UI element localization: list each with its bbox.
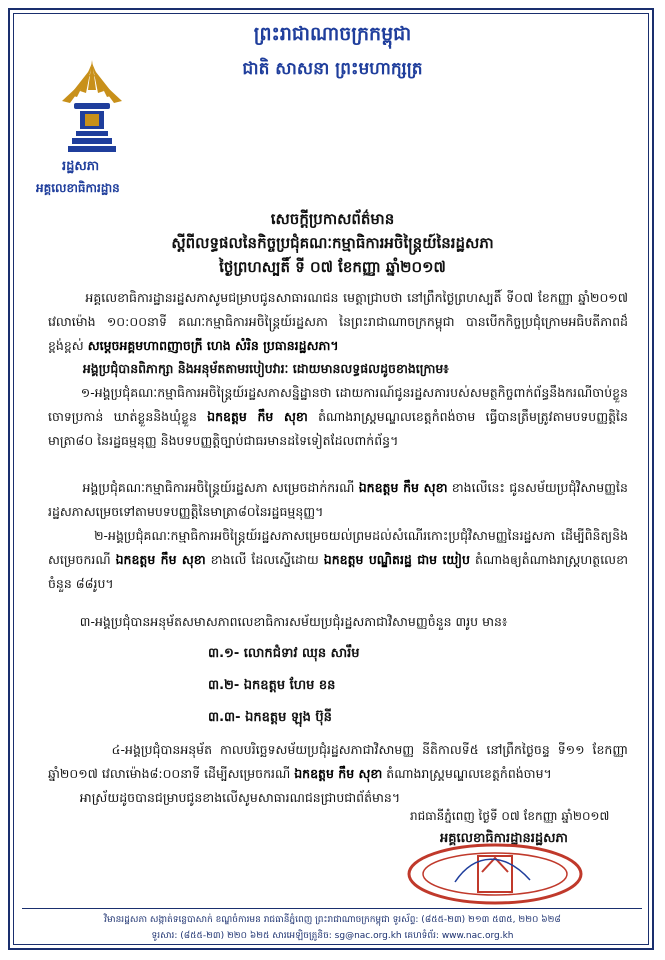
agenda-heading (48, 357, 628, 381)
item-2-bold: ឯកឧត្តម កឹម សុខា (115, 552, 206, 567)
closing-paragraph (48, 786, 408, 810)
item-1b-paragraph (48, 476, 628, 524)
footer-divider (22, 908, 642, 909)
national-assembly-emblem-icon (52, 55, 132, 155)
item-2-end: តំណាងឲ្យតំណាងរាស្ត្រហត្ថលេខាចំនួន ៨៨រូប។ (48, 552, 628, 591)
item-2-text: ២-អង្គប្រជុំគណៈកម្មាធិការអចិន្ត្រៃយ៍រដ្ឋសភាសម្រេចយល់ព្រមដល់សំណើរកោះប្រជុំវិសាមញ្ញនៃរដ្ឋសភា ដើម្បីពិនិត្យនិងសម្រេចករណី (48, 528, 628, 567)
secretary-item-3: ៣.៣- ឯកឧត្តម ឡុង ប៊ុនី (208, 710, 332, 725)
item-3-paragraph (48, 610, 628, 634)
item-2-bold2: ឯកឧត្តម បណ្ឌិតរដ្ឋ ជាម យៀប (323, 552, 470, 567)
national-motto: ជាតិ សាសនា ព្រះមហាក្សត្រ (242, 59, 423, 79)
item-1-paragraph (48, 381, 628, 453)
document-title: សេចក្តីប្រកាសព័ត៌មាន (270, 210, 395, 228)
intro-text: អគ្គលេខាធិការដ្ឋានរដ្ឋសភាសូមជម្រាបជូនសាធារណជន មេត្តាជ្រាបថា នៅព្រឹកថ្ងៃព្រហស្បតិ៍ ទី០៧ ខែកញ្ញា ឆ្នាំ២០១៧ វេលាម៉ោង ១០:០០នាទី គណៈកម្មាធិការអចិន្ត្រៃយ៍រដ្ឋសភា នៃព្រះរាជាណាចក្រកម្ពុជា បានបើកកិច្ចប្រជុំក្រោមអធិបតីភាពដ៏ខ្ពង់ខ្ពស់ (48, 290, 629, 353)
org-name-line1: រដ្ឋសភា (62, 159, 100, 174)
footer-contact: ទូរសារ: (៨៥៥-២៣) ២២០ ៦២៥ សារអេឡិចត្រូនិច: sg@nac.org.kh គេហទំព័រ: www.nac.org.kh (151, 931, 514, 941)
closing-text: អាស្រ័យដូចបានជម្រាបជូនខាងលើសូមសាធារណជនជ្រាបជាព័ត៌មាន។ (79, 790, 401, 805)
item-3-text: ៣-អង្គប្រជុំបានអនុម័តសមាសភាពលេខាធិការសម័យប្រជុំរដ្ឋសភាជាវិសាមញ្ញចំនួន ៣រូប មាន៖ (79, 614, 508, 629)
item-1-end: តំណាងរាស្ត្រមណ្ឌលខេត្តកំពង់ចាម ធ្វើបានត្រឹមត្រូវតាមបទបញ្ញត្តិនៃមាត្រា៨០ នៃរដ្ឋធម្មនុញ្ញ និងបទបញ្ញត្តិច្បាប់ជាធរមានដទៃទៀតដែលពាក់ព័ន្ធ។ (48, 409, 628, 448)
secretary-item-1: ៣.១- លោកជំទាវ ឈុន សារឹម (208, 646, 360, 661)
item-1b-text: អង្គប្រជុំគណៈកម្មាធិការអចិន្ត្រៃយ៍រដ្ឋសភា សម្រេចដាក់ករណី (82, 480, 355, 495)
item-1b-end: ខាងលើនេះ ជូនសម័យប្រជុំវិសាមញ្ញនៃរដ្ឋសភាសម្រេចទៅតាមបទបញ្ញត្តិនៃមាត្រា៨០នៃរដ្ឋធម្មនុញ្ញ។ (48, 480, 628, 519)
signature-title: អគ្គលេខាធិការដ្ឋានរដ្ឋសភា (440, 831, 568, 846)
document-subtitle: ស្តីពីលទ្ធផលនៃកិច្ចប្រជុំគណៈកម្មាធិការអចិន្ត្រៃយ៍នៃរដ្ឋសភា (171, 234, 494, 252)
item-4-text: ៤-អង្គប្រជុំបានអនុម័ត កាលបរិច្ឆេទសម័យប្រជុំរដ្ឋសភាជាវិសាមញ្ញ នីតិកាលទី៥ នៅព្រឹកថ្ងៃចន្ទ ទី១១ ខែកញ្ញា ឆ្នាំ២០១៧ វេលាម៉ោង៨:០០នាទី ដើម្បីសម្រេចករណី (48, 742, 628, 781)
secretary-item-2: ៣.២- ឯកឧត្តម ហែម ខន (208, 678, 336, 693)
item-1-bold: ឯកឧត្តម កឹម សុខា (207, 409, 308, 424)
intro-paragraph (48, 286, 628, 358)
item-4-end: តំណាងរាស្ត្រមណ្ឌលខេត្តកំពង់ចាម។ (386, 766, 552, 781)
footer-address: វិមានរដ្ឋសភា សង្កាត់ទន្លេបាសាក់ ខណ្ឌចំការមន រាជធានីភ្នំពេញ ព្រះរាជាណាចក្រកម្ពុជា ទូរស័ព្ទ: (៨៥៥-២៣) ២១៣ ៥៣៥, ២២០ ៦២៨ (104, 915, 561, 925)
item-1b-bold: ឯកឧត្តម កឹម សុខា (358, 480, 448, 495)
item-2-paragraph (48, 524, 628, 596)
kingdom-header: ព្រះរាជាណាចក្រកម្ពុជា (253, 23, 412, 45)
item-1-text: ១-អង្គប្រជុំគណៈកម្មាធិការអចិន្ត្រៃយ៍រដ្ឋសភាសន្និដ្ឋានថា ដោយការណ៍ជូនរដ្ឋសភារបស់សមត្ថកិច្ចពាក់ព័ន្ធនឹងករណីចាប់ខ្លួន ចោទប្រកាន់ ឃាត់ខ្លួននិងឃុំខ្លួន (48, 385, 628, 424)
signature-date: រាជធានីភ្នំពេញ ថ្ងៃទី ០៧ ខែកញ្ញា ឆ្នាំ២០១៧ (410, 809, 610, 823)
item-4-paragraph (48, 738, 628, 786)
document-date: ថ្ងៃព្រហស្បតិ៍ ទី ០៧ ខែកញ្ញា ឆ្នាំ២០១៧ (219, 258, 446, 276)
item-4-bold: ឯកឧត្តម កឹម សុខា (294, 766, 383, 781)
item-2-mid: ខាងលើ ដែលស្នើដោយ (210, 552, 319, 567)
official-seal-icon (400, 842, 590, 906)
intro-bold-text: សម្តេចអគ្គមហាពញាចក្រី ហេង សំរិន ប្រធានរដ្ឋសភា។ (87, 338, 339, 353)
org-name-line2: អគ្គលេខាធិការដ្ឋាន (36, 181, 120, 195)
agenda-heading-text: អង្គប្រជុំបានពិភាក្សា និងអនុម័តតាមរបៀបវារៈ ដោយមានលទ្ធផលដូចខាងក្រោម៖ (82, 361, 449, 376)
